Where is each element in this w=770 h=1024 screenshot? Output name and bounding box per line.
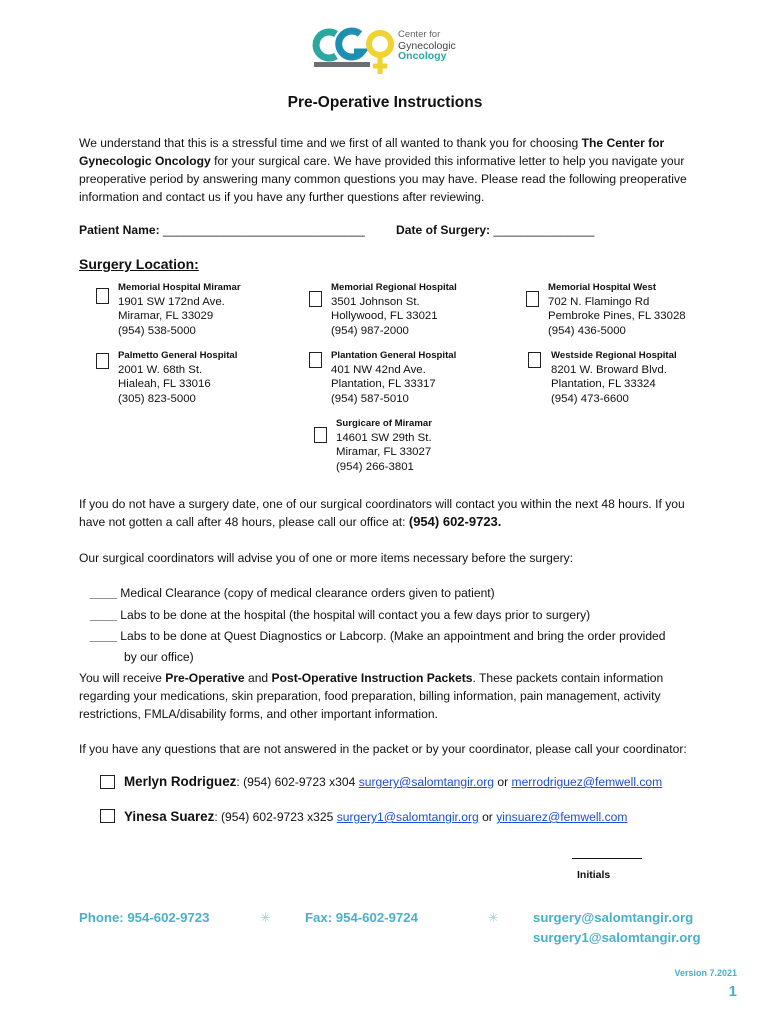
- location-checkbox[interactable]: [309, 291, 322, 307]
- version-label: Version 7.2021: [674, 968, 737, 978]
- location-checkbox[interactable]: [528, 352, 541, 368]
- footer-fax: Fax: 954-602-9724: [305, 910, 418, 925]
- location-surgicare-miramar: Surgicare of Miramar 14601 SW 29th St. Miramar, FL 33027 (954) 266-3801: [336, 418, 432, 473]
- coordinator-merlyn-rodriguez: Merlyn Rodriguez: (954) 602-9723 x304 surgery@salomtangir.org or merrodriguez@femwell.com: [124, 774, 663, 789]
- checklist-item-medical-clearance[interactable]: ____ Medical Clearance (copy of medical clearance orders given to patient): [90, 586, 495, 600]
- location-checkbox[interactable]: [526, 291, 539, 307]
- coordinator-yinesa-suarez: Yinesa Suarez: (954) 602-9723 x325 surgery1@salomtangir.org or yinsuarez@femwell.com: [124, 809, 628, 824]
- advise-text: Our surgical coordinators will advise you of one or more items necessary before the surgery:: [79, 551, 574, 565]
- initials-line[interactable]: [572, 858, 642, 859]
- coordinator-email-link[interactable]: surgery1@salomtangir.org: [336, 810, 479, 824]
- coordinator-checkbox[interactable]: [100, 809, 115, 823]
- page-title: Pre-Operative Instructions: [287, 94, 483, 111]
- coordinator-email-link[interactable]: yinsuarez@femwell.com: [496, 810, 628, 824]
- location-checkbox[interactable]: [309, 352, 322, 368]
- packets-paragraph: You will receive Pre-Operative and Post-Operative Instruction Packets. These packets contain information regarding your medications, skin preparation, food preparation, billing information, pain management, activity restrictions, FMLA/disability forms, and other important information.: [79, 671, 664, 721]
- location-memorial-regional: Memorial Regional Hospital 3501 Johnson St. Hollywood, FL 33021 (954) 987-2000: [331, 282, 457, 337]
- page-number: 1: [728, 983, 737, 1000]
- location-checkbox[interactable]: [96, 353, 109, 369]
- questions-text: If you have any questions that are not answered in the packet or by your coordinator, please call your coordinator:: [79, 742, 687, 756]
- location-checkbox[interactable]: [314, 427, 327, 443]
- separator-star-icon: ✳: [488, 910, 499, 925]
- patient-name-field[interactable]: Patient Name: ______________________________: [79, 223, 365, 237]
- date-of-surgery-field[interactable]: Date of Surgery: _______________: [396, 223, 595, 237]
- logo-mark-icon: [312, 22, 398, 80]
- coordinator-checkbox[interactable]: [100, 775, 115, 789]
- checklist-item-continuation: by our office): [124, 650, 194, 664]
- location-memorial-west: Memorial Hospital West 702 N. Flamingo Rd Pembroke Pines, FL 33028 (954) 436-5000: [548, 282, 686, 337]
- coordinator-email-link[interactable]: surgery@salomtangir.org: [358, 775, 495, 789]
- footer-phone: Phone: 954-602-9723: [79, 910, 210, 925]
- location-memorial-miramar: Memorial Hospital Miramar 1901 SW 172nd Ave. Miramar, FL 33029 (954) 538-5000: [118, 282, 241, 337]
- initials-label: Initials: [577, 869, 611, 881]
- separator-star-icon: ✳: [260, 910, 271, 925]
- footer-email-2[interactable]: surgery1@salomtangir.org: [533, 930, 701, 945]
- location-palmetto-general: Palmetto General Hospital 2001 W. 68th St. Hialeah, FL 33016 (305) 823-5000: [118, 350, 238, 405]
- surgery-location-heading: Surgery Location:: [79, 256, 199, 272]
- logo-text: Center for Gynecologic Oncology: [398, 29, 456, 62]
- checklist-item-quest-labs[interactable]: ____ Labs to be done at Quest Diagnostics or Labcorp. (Make an appointment and bring the order provided: [90, 629, 666, 643]
- logo: [312, 22, 482, 80]
- no-date-paragraph: If you do not have a surgery date, one of our surgical coordinators will contact you within the next 48 hours. If you have not gotten a call after 48 hours, please call our office at: (954) 602-9723.: [79, 497, 685, 529]
- coordinator-email-link[interactable]: merrodriguez@femwell.com: [511, 775, 663, 789]
- location-westside-regional: Westside Regional Hospital 8201 W. Broward Blvd. Plantation, FL 33324 (954) 473-6600: [551, 350, 677, 405]
- location-plantation-general: Plantation General Hospital 401 NW 42nd Ave. Plantation, FL 33317 (954) 587-5010: [331, 350, 457, 405]
- intro-paragraph: We understand that this is a stressful time and we first of all wanted to thank you for choosing The Center for Gynecologic Oncology for your surgical care. We have provided this informative letter to help you navigate your preoperative period by answering many common questions you may have. Please read the following preoperative information and contact us if you have any further questions after reviewing.: [79, 136, 687, 204]
- footer-email-1[interactable]: surgery@salomtangir.org: [533, 910, 694, 925]
- location-checkbox[interactable]: [96, 288, 109, 304]
- checklist-item-hospital-labs[interactable]: ____ Labs to be done at the hospital (the hospital will contact you a few days prior to surgery): [90, 608, 591, 622]
